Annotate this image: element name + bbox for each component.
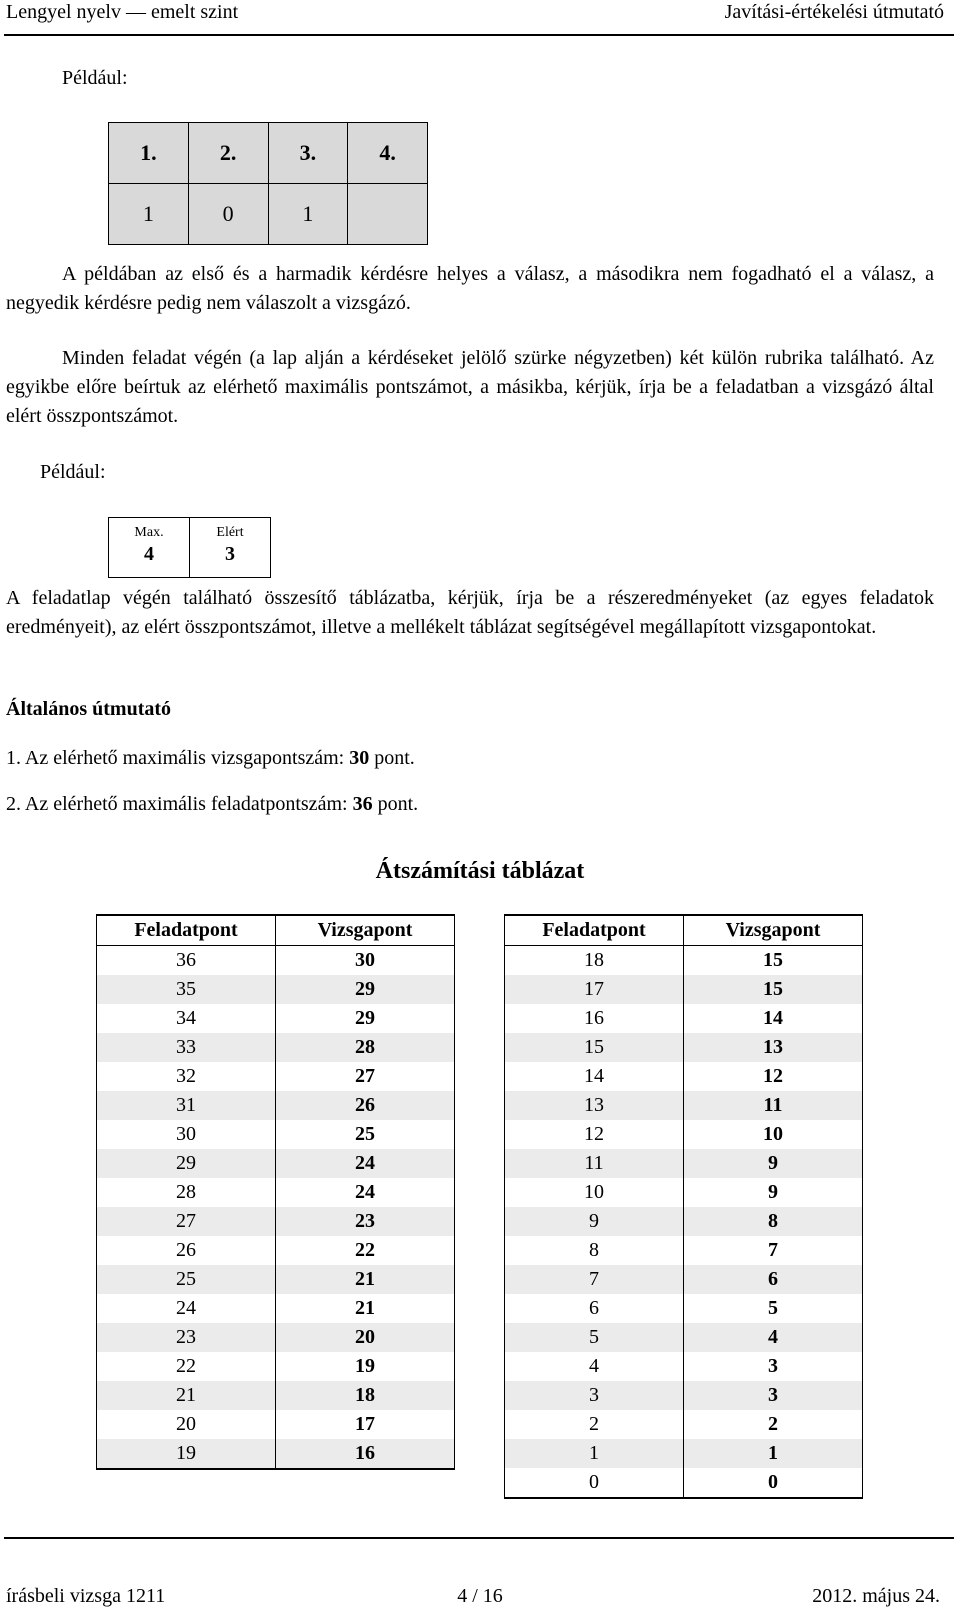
exam-points-cell: 22 [276,1236,455,1265]
task-points-cell: 14 [505,1062,684,1091]
answer-value-3: 1 [268,184,348,245]
exam-points-cell: 29 [276,975,455,1004]
table-row [97,1439,455,1469]
table-row [97,1381,455,1410]
general-item-2-text: 2. Az elérhető maximális feladatpontszám: [6,793,353,815]
general-heading: Általános útmutató [6,698,172,720]
exam-points-cell: 8 [684,1207,863,1236]
answer-header-1: 1. [109,123,189,184]
exam-points-cell: 0 [684,1468,863,1498]
table-row [505,1410,863,1439]
table-row [505,975,863,1004]
task-points-cell: 13 [505,1091,684,1120]
exam-points-cell: 23 [276,1207,455,1236]
col-header-exam-points: Vizsgapont [684,915,863,946]
max-score-value: 4 [144,543,154,565]
exam-points-cell: 24 [276,1149,455,1178]
footer-date: 2012. május 24. [812,1585,940,1607]
task-points-cell: 36 [97,946,276,976]
table-row [97,975,455,1004]
table-row [97,1062,455,1091]
conversion-table-title: Átszámítási táblázat [375,858,585,884]
task-points-cell: 18 [505,946,684,976]
task-points-cell: 15 [505,1033,684,1062]
answer-value-2: 0 [188,184,268,245]
exam-points-cell: 28 [276,1033,455,1062]
exam-points-cell: 21 [276,1294,455,1323]
task-points-cell: 20 [97,1410,276,1439]
general-item-1-value: 30 [349,747,370,769]
table-row [505,1381,863,1410]
exam-points-cell: 3 [684,1381,863,1410]
task-points-cell: 16 [505,1004,684,1033]
exam-points-cell: 4 [684,1323,863,1352]
col-header-exam-points: Vizsgapont [276,915,455,946]
exam-points-cell: 9 [684,1149,863,1178]
achieved-score-label: Elért [216,525,244,540]
task-points-cell: 28 [97,1178,276,1207]
exam-points-cell: 19 [276,1352,455,1381]
exam-points-cell: 18 [276,1381,455,1410]
table-row [505,1004,863,1033]
table-row [97,1352,455,1381]
table-row [505,1352,863,1381]
task-points-cell: 33 [97,1033,276,1062]
table-row [505,1323,863,1352]
exam-points-cell: 3 [684,1352,863,1381]
task-points-cell: 25 [97,1265,276,1294]
table-row [97,1033,455,1062]
exam-points-cell: 6 [684,1265,863,1294]
header-doc-type: Javítási-értékelési útmutató [724,1,944,23]
exam-points-cell: 16 [276,1439,455,1469]
general-item-1-unit: pont. [369,747,415,769]
exam-points-cell: 30 [276,946,455,976]
general-item-1 [6,744,415,773]
exam-points-cell: 13 [684,1033,863,1062]
task-points-cell: 19 [97,1439,276,1469]
general-item-2-unit: pont. [372,793,419,815]
exam-points-cell: 24 [276,1178,455,1207]
table-row [505,1207,863,1236]
footer-exam-id: írásbeli vizsga 1211 [6,1585,166,1607]
header-subject: Lengyel nyelv — emelt szint [6,1,239,23]
table-row [97,1207,455,1236]
task-points-cell: 22 [97,1352,276,1381]
general-item-2-value: 36 [352,793,373,815]
conversion-table-right [504,914,863,1499]
example2-label: Például: [40,461,106,483]
table-row [505,946,863,976]
exam-points-cell: 17 [276,1410,455,1439]
answer-header-3: 3. [268,123,348,184]
exam-points-cell: 15 [684,975,863,1004]
task-points-cell: 23 [97,1323,276,1352]
table-row [97,1120,455,1149]
exam-points-cell: 14 [684,1004,863,1033]
table-row [505,1091,863,1120]
task-points-cell: 34 [97,1004,276,1033]
score-box [108,517,271,578]
task-points-cell: 35 [97,975,276,1004]
task-points-cell: 10 [505,1178,684,1207]
table-row [97,1004,455,1033]
task-points-cell: 0 [505,1468,684,1498]
max-score-cell [109,518,190,578]
task-points-cell: 7 [505,1265,684,1294]
table-row [505,1149,863,1178]
exam-points-cell: 1 [684,1439,863,1468]
table-row [505,1468,863,1498]
exam-points-cell: 12 [684,1062,863,1091]
exam-points-cell: 2 [684,1410,863,1439]
exam-points-cell: 21 [276,1265,455,1294]
task-points-cell: 2 [505,1410,684,1439]
exam-points-cell: 9 [684,1178,863,1207]
exam-points-cell: 15 [684,946,863,976]
answer-value-4 [348,184,428,245]
answer-value-1: 1 [109,184,189,245]
table-row [505,1294,863,1323]
table-row [505,1062,863,1091]
table-row [505,1120,863,1149]
achieved-score-cell [190,518,271,578]
exam-points-cell: 10 [684,1120,863,1149]
task-points-cell: 1 [505,1439,684,1468]
task-points-cell: 9 [505,1207,684,1236]
task-points-cell: 21 [97,1381,276,1410]
task-points-cell: 11 [505,1149,684,1178]
task-points-cell: 29 [97,1149,276,1178]
table-row [505,1178,863,1207]
table-row [97,1091,455,1120]
example1-label: Például: [62,67,128,89]
max-score-label: Max. [134,525,164,540]
exam-points-cell: 26 [276,1091,455,1120]
example-answer-grid [108,122,428,245]
table-row [97,1410,455,1439]
col-header-task-points: Feladatpont [97,915,276,946]
col-header-task-points: Feladatpont [505,915,684,946]
paragraph-summary-table: A feladatlap végén található összesítő táblázatba, kérjük, írja be a részeredményeket (az egyes feladatok eredményeit), az elért összpontszámot, illetve a mellékelt táblázat segítségével megállapított vizsgapontokat. [6,587,934,638]
table-row [505,1439,863,1468]
general-item-2 [6,790,418,819]
table-row [97,1178,455,1207]
task-points-cell: 6 [505,1294,684,1323]
header-rule [4,34,954,36]
exam-points-cell: 7 [684,1236,863,1265]
table-row [505,1265,863,1294]
task-points-cell: 12 [505,1120,684,1149]
paragraph-score-boxes: Minden feladat végén (a lap alján a kérdéseket jelölő szürke négyzetben) két külön rubrika található. Az egyikbe előre beírtuk az elérhető maximális pontszámot, a másikba, kérjük, írja be a feladatban a vizsgázó által elért összpontszámot. [6,347,934,427]
task-points-cell: 32 [97,1062,276,1091]
conversion-table-left [96,914,455,1470]
achieved-score-value: 3 [225,543,235,565]
answer-header-2: 2. [188,123,268,184]
table-row [505,1236,863,1265]
table-row [97,1323,455,1352]
exam-points-cell: 11 [684,1091,863,1120]
task-points-cell: 4 [505,1352,684,1381]
task-points-cell: 27 [97,1207,276,1236]
general-item-1-text: 1. Az elérhető maximális vizsgapontszám: [6,747,350,769]
table-row [97,1236,455,1265]
task-points-cell: 30 [97,1120,276,1149]
task-points-cell: 8 [505,1236,684,1265]
exam-points-cell: 29 [276,1004,455,1033]
exam-points-cell: 5 [684,1294,863,1323]
footer-page-number: 4 / 16 [457,1585,503,1607]
exam-points-cell: 25 [276,1120,455,1149]
task-points-cell: 26 [97,1236,276,1265]
task-points-cell: 3 [505,1381,684,1410]
task-points-cell: 5 [505,1323,684,1352]
footer-rule [4,1537,954,1539]
task-points-cell: 31 [97,1091,276,1120]
table-row [97,1294,455,1323]
task-points-cell: 17 [505,975,684,1004]
exam-points-cell: 20 [276,1323,455,1352]
table-row [97,1149,455,1178]
paragraph-example-explanation: A példában az első és a harmadik kérdésre helyes a válasz, a másodikra nem fogadható el a válasz, a negyedik kérdésre pedig nem válaszolt a vizsgázó. [6,263,934,314]
exam-points-cell: 27 [276,1062,455,1091]
task-points-cell: 24 [97,1294,276,1323]
table-row [505,1033,863,1062]
table-row [97,1265,455,1294]
answer-header-4: 4. [348,123,428,184]
table-row [97,946,455,976]
